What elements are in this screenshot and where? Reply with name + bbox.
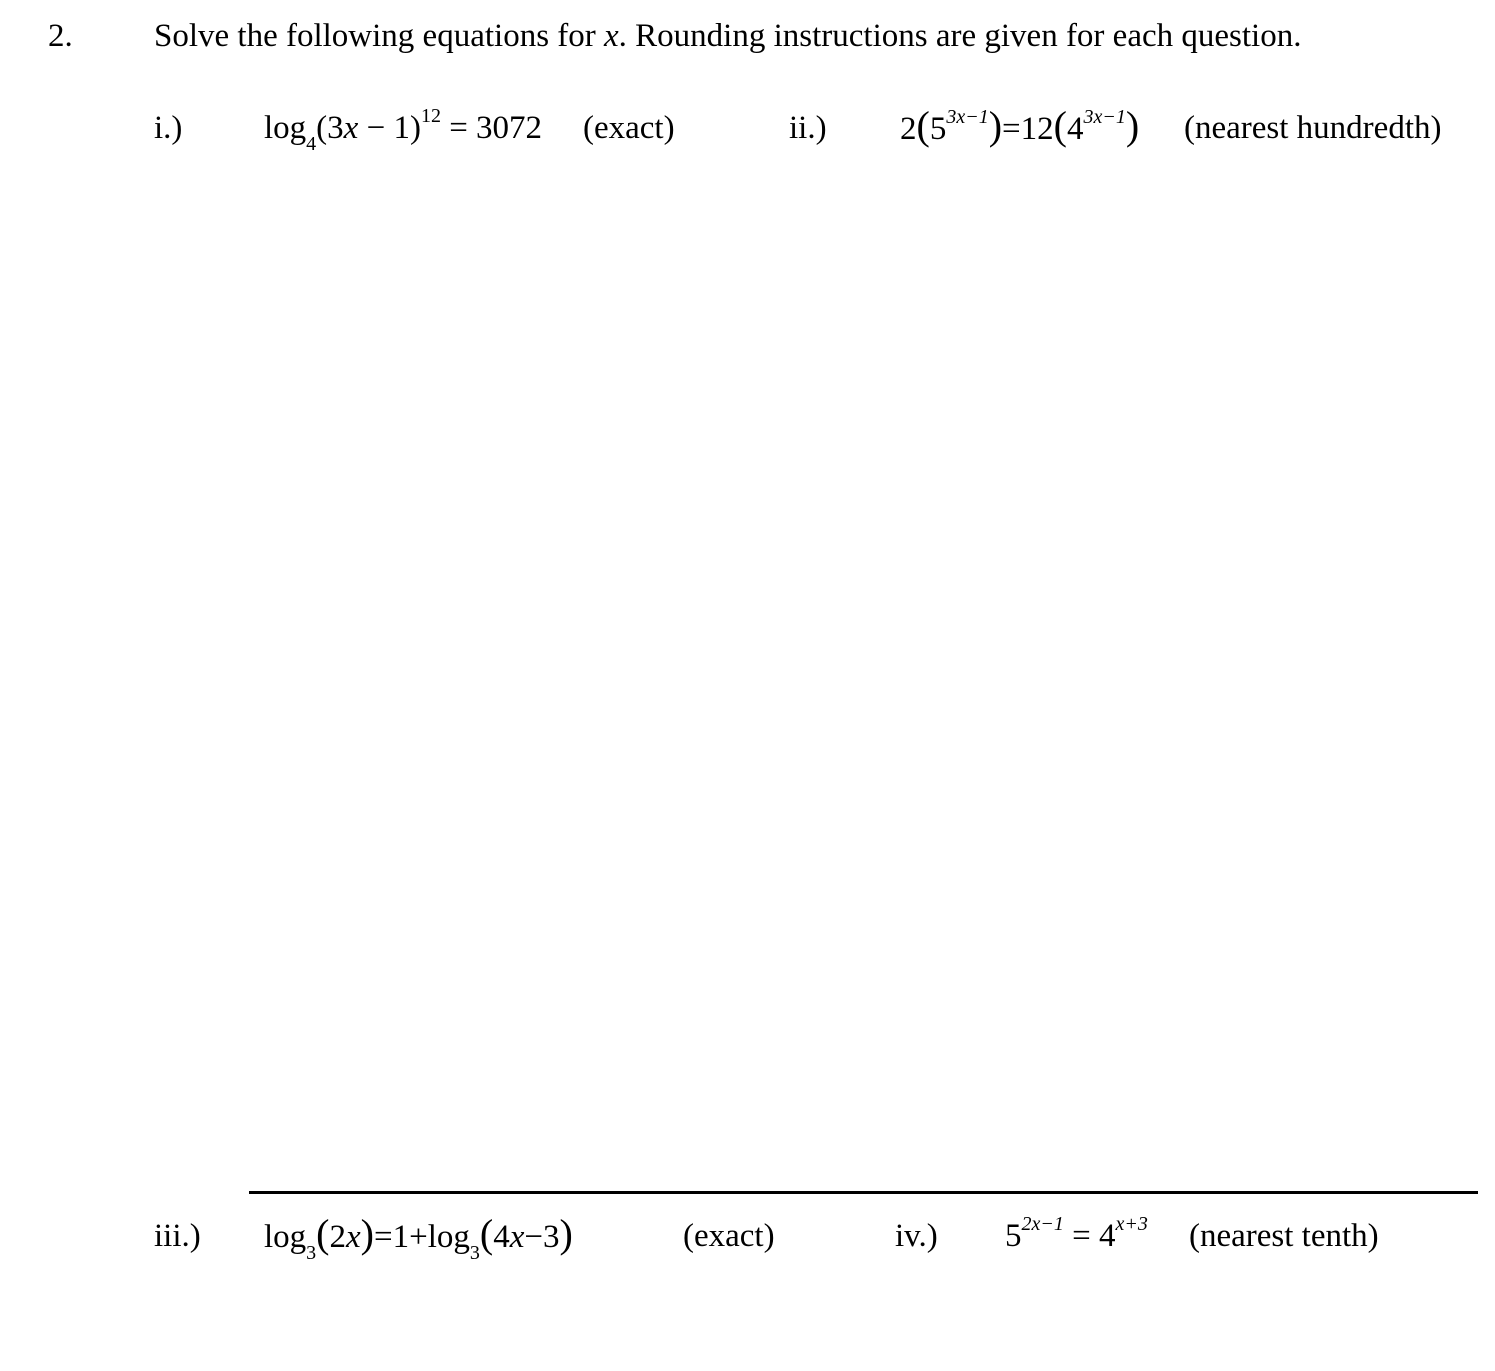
- rparen: ): [988, 103, 1003, 148]
- lhs-exponent: 2x−1: [1021, 1213, 1064, 1235]
- log-base: 4: [306, 133, 317, 155]
- exponent-1: 3x−1: [946, 106, 989, 128]
- part-ii-equation: [900, 103, 1140, 148]
- arg2-tail: −3: [524, 1219, 560, 1255]
- tail: − 1): [358, 110, 421, 146]
- rhs: = 3072: [440, 110, 543, 146]
- exponent-2: 3x−1: [1083, 106, 1126, 128]
- equals-12: =12: [1002, 111, 1054, 147]
- part-ii-label: ii.): [789, 110, 827, 146]
- log-text: log: [264, 1219, 307, 1255]
- part-i-label: i.): [154, 110, 183, 146]
- part-ii-rounding: (nearest hundredth): [1184, 110, 1442, 146]
- lparen-2: (: [479, 1211, 494, 1256]
- lparen: (: [316, 1211, 330, 1256]
- part-iii-rounding: (exact): [683, 1218, 775, 1254]
- part-iv-label: iv.): [895, 1218, 938, 1254]
- arg1-coef: 2: [329, 1219, 346, 1255]
- rparen-2: ): [559, 1211, 573, 1256]
- rparen-2: ): [1125, 103, 1140, 148]
- part-iv-equation: [1005, 1213, 1148, 1255]
- part-iv-rounding: (nearest tenth): [1189, 1218, 1379, 1254]
- lparen: (: [916, 103, 930, 148]
- instruction-variable: x: [604, 18, 619, 54]
- equals-4: = 4: [1063, 1218, 1116, 1254]
- divider-line: [249, 1191, 1478, 1194]
- arg2-coef: 4: [493, 1219, 510, 1255]
- instruction-pre: Solve the following equations for: [154, 18, 605, 54]
- part-i-rounding: (exact): [583, 110, 675, 146]
- arg2-var: x: [509, 1219, 525, 1255]
- rparen: ): [360, 1211, 374, 1256]
- log-base: 3: [306, 1242, 317, 1264]
- coef: 3: [327, 110, 344, 146]
- arg1-var: x: [346, 1219, 361, 1255]
- part-iii-label: iii.): [154, 1218, 201, 1254]
- instruction-post: . Rounding instructions are given for each question.: [618, 18, 1302, 54]
- rhs-exponent: x+3: [1115, 1213, 1148, 1235]
- equals-1-plus-log: =1+log: [373, 1219, 470, 1255]
- question-number: 2.: [48, 18, 73, 54]
- var-x: x: [343, 110, 359, 146]
- question-instruction: [154, 18, 1301, 55]
- part-iii-equation: [264, 1211, 573, 1264]
- part-i-equation: [264, 105, 543, 155]
- lparen: (: [316, 110, 328, 146]
- lparen-2: (: [1053, 103, 1067, 148]
- lhs-base: 5: [1005, 1218, 1022, 1254]
- coef-2: 2: [900, 111, 917, 147]
- log-base-2: 3: [469, 1242, 480, 1264]
- base-4: 4: [1066, 111, 1084, 147]
- log-text: log: [264, 110, 307, 146]
- base-5: 5: [929, 111, 947, 147]
- exponent: 12: [420, 105, 441, 127]
